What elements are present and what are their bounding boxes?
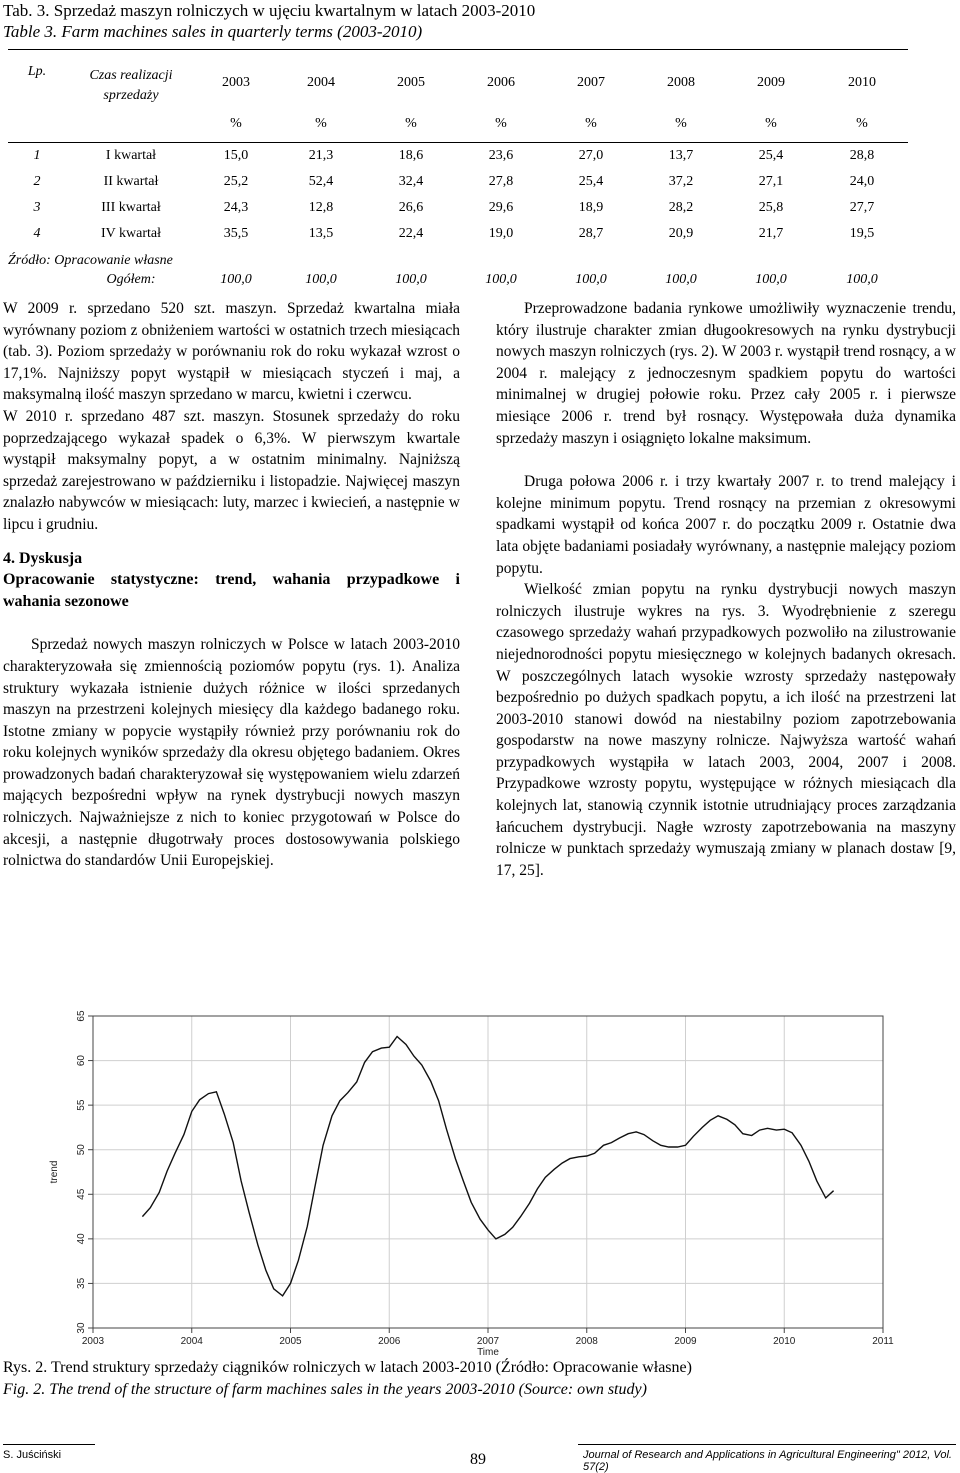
table-cell: 25,2 [223,174,249,189]
x-tick-label: 2009 [674,1336,697,1347]
figure-caption-pl: Rys. 2. Trend struktury sprzedaży ciągników rolniczych w latach 2003-2010 (Źródło: Opracowanie własne) [3,1359,692,1376]
footer-rule-right [578,1444,956,1445]
table-caption-pl: Tab. 3. Sprzedaż maszyn rolniczych w ujęciu kwartalnym w latach 2003-2010 [3,1,536,20]
table-cell: 35,5 [223,226,249,241]
y-tick-label: 45 [76,1188,87,1200]
figure-caption-en: Fig. 2. The trend of the structure of farm machines sales in the years 2003-2010 (Source: own study) [3,1381,647,1398]
table-cell: 25,8 [758,200,784,215]
x-tick-label: 2008 [575,1336,598,1347]
table-cell: 18,6 [398,148,424,163]
row-number: 4 [33,226,41,241]
table-cell: 25,4 [578,174,604,189]
table-cell: 26,6 [398,200,424,215]
year-header: 2009 [726,50,816,117]
table-cell: 27,1 [758,174,784,189]
table-cell: 19,5 [849,226,875,241]
table-cell: 100,0 [366,248,456,289]
row-label: I kwartał [105,148,157,163]
row-label: II kwartał [103,174,159,189]
unit-cell: % [546,116,636,143]
row-number: 2 [33,174,41,189]
year-header: 2004 [276,50,366,117]
year-header: 2005 [366,50,456,117]
paragraph: Przeprowadzone badania rynkowe umożliwiły wyznaczenie trendu, który ilustruje charakter zmian długookresowych na rynku dystrybucji nowych maszyn rolniczych (rys. 2). W 2003 r. wystąpił trend rosnący, a w 2004 r. malejący z jednoczesnym spadkiem popytu do wartości minimalnej w drugiej połowie roku. Przez cały 2005 r. i pierwsze miesiące 2006 r. trend był rosnący. Występowała duża dynamika sprzedaży maszyn i osiągnięto lokalne maksimum. [496,300,956,447]
table-row [8,143,908,170]
x-tick-label: 2006 [378,1336,401,1347]
table-cell: 32,4 [398,174,424,189]
left-column [3,298,460,872]
table-cell: 28,7 [578,226,604,241]
right-column [496,298,956,881]
year-header: 2007 [546,50,636,117]
table-cell: 18,9 [578,200,604,215]
x-tick-label: 2011 [872,1336,894,1347]
footer-author: S. Juściński [3,1449,62,1461]
table-caption-en: Table 3. Farm machines sales in quarterly terms (2003-2010) [3,22,423,41]
table-cell: 19,0 [488,226,514,241]
unit-cell: % [636,116,726,143]
paragraph: W 2009 r. sprzedano 520 szt. maszyn. Sprzedaż kwartalna miała wyrównany poziom z obniżeniem wartości w ostatnich trzech miesiącach (tab. 3). Poziom sprzedaży w porównaniu rok do roku wykazał wzrost o 17,1%. Najniższy popyt wystąpił w miesiącach styczeń i maj, a maksymalną ilość maszyn sprzedano w marcu, kwietni i czerwcu. [3,300,460,404]
table-cell: 13,7 [668,148,694,163]
unit-cell: % [456,116,546,143]
table-cell: 27,8 [488,174,514,189]
footer-journal: Journal of Research and Applications in Agricultural Engineering" 2012, Vol. 57(2) [583,1449,952,1473]
unit-cell: % [276,116,366,143]
year-header: 2003 [196,50,276,117]
row-label: IV kwartał [101,226,161,241]
table-cell: 15,0 [223,148,249,163]
year-header: 2008 [636,50,726,117]
y-tick-label: 30 [76,1322,87,1334]
table-row [8,169,908,195]
x-tick-label: 2005 [279,1336,302,1347]
page-number: 89 [470,1451,486,1468]
table-cell: 13,5 [308,226,334,241]
x-tick-label: 2004 [180,1336,203,1347]
table-cell: 28,2 [668,200,694,215]
subsection-heading: Opracowanie statystyczne: trend, wahania przypadkowe i wahania sezonowe [3,571,460,610]
period-header: Czas realizacji sprzedaży [66,50,196,117]
table-cell: 21,3 [308,148,334,163]
paragraph: W 2010 r. sprzedano 487 szt. maszyn. Stosunek sprzedaży do roku poprzedzającego wykazał spadek o 6,3%. W pierwszym kwartale wystąpił maksymalny popyt, a w ostatnim minimalny. Najniższą sprzedaż zarejestrowano w październiku i listopadzie. Najwięcej maszyn znalazło nabywców w miesiącach: luty, marzec i kwiecień, a następnie w lipcu i grudniu. [3,407,460,533]
table-cell: 100,0 [546,248,636,289]
table-cell: 100,0 [726,248,816,289]
x-tick-label: 2007 [476,1336,500,1347]
x-tick-label: 2003 [81,1336,105,1347]
table-cell: 52,4 [308,174,334,189]
row-number: 3 [33,200,41,215]
table-cell: 27,7 [849,200,875,215]
year-header: 2010 [816,50,908,117]
table-cell: 21,7 [758,226,784,241]
row-label: III kwartał [101,200,161,215]
x-tick-label: 2010 [773,1336,796,1347]
table-cell: 100,0 [196,248,276,289]
table-cell: 25,4 [758,148,784,163]
x-axis-label: Time [477,1347,499,1358]
lp-header: Lp. [8,50,66,117]
y-axis-label: trend [49,1160,60,1184]
paragraph: Sprzedaż nowych maszyn rolniczych w Polsce w latach 2003-2010 charakteryzowała się zmiennością poziomów popytu (rys. 1). Analiza struktury wykazała istnienie dużych różnice w ilości sprzedanych maszyn na przestrzeni kolejnych miesięcy dla każdego badanego roku. Istotne zmiany w popycie wystąpiły również przy porównaniu rok do roku kolejnych wyników sprzedaży dla okresu objętego badaniem. Okres prowadzonych badań charakteryzował się występowaniem wielu zdarzeń mających bezpośredni wpływ na rynek dystrybucji nowych maszyn rolniczych. Najważniejsze z nich to koniec przygotowań w Polsce do akcesji, a następnie długotrwały proces dostosowywania polskiego rolnictwa do standardów Unii Europejskiej. [3,636,460,870]
row-number: 1 [33,148,41,163]
y-tick-label: 60 [76,1055,87,1067]
table-cell: 24,3 [223,200,249,215]
table-cell: 100,0 [816,248,908,289]
table-cell: 37,2 [668,174,694,189]
table-cell: 29,6 [488,200,514,215]
table-cell: 20,9 [668,226,694,241]
table-cell: 100,0 [636,248,726,289]
total-label: Ogółem: [66,248,196,289]
unit-cell: % [816,116,908,143]
table-cell: 24,0 [849,174,875,189]
table-cell: 100,0 [276,248,366,289]
trend-chart [37,1008,921,1358]
table-row [8,195,908,221]
footer-rule-left [3,1444,95,1445]
year-header: 2006 [456,50,546,117]
table-row [8,221,908,248]
unit-cell: % [726,116,816,143]
table-cell: 100,0 [456,248,546,289]
paragraph: Druga połowa 2006 r. i trzy kwartały 2007 r. to trend malejący i kolejne minimum popytu. Trend rosnący na przemian z okresowymi spadkami wystąpił od końca 2007 r. do początku 2009 r. Ostatnie dwa lata objęte badaniami posiadały wyrównany, a następnie malejący poziom popytu. [496,473,956,577]
y-tick-label: 35 [76,1277,87,1289]
y-tick-label: 65 [76,1010,87,1022]
y-tick-label: 40 [76,1233,87,1245]
unit-cell: % [196,116,276,143]
paragraph: Wielkość zmian popytu na rynku dystrybucji nowych maszyn rolniczych ilustruje wykres na rys. 3. Wyodrębnienie z szeregu czasowego sprzedaży wahań przypadkowych pozwoliło na zilustrowanie niejednorodności popytu miesięcznego w kolejnych badanych okresach. W poszczególnych latach wysokie wzrosty sprzedaży następowały bezpośrednio po dużych spadkach popytu, a ich ilość na przestrzeni lat 2003-2010 stanowi dowód na niestabilny poziom zapotrzebowania gospodarstw na nowe maszyny rolnicze. Najwyższa wartość wahań przypadkowych wystąpiła w latach 2003, 2004, 2007 i 2008. Przypadkowe wzrosty popytu, występujące w różnych miesiącach dla kolejnych lat, stanowią czynnik istotnie utrudniający proces zarządzania łańcuchem dystrybucji. Nagłe wzrosty zapotrzebowania na maszyny rolnicze w punktach sprzedaży wymuszają zmiany w planach dostaw [9, 17, 25]. [496,581,956,879]
table-cell: 23,6 [488,148,514,163]
table-cell: 12,8 [308,200,334,215]
table-cell: 28,8 [849,148,875,163]
y-tick-label: 55 [76,1099,87,1111]
table-source: Źródło: Opracowanie własne [8,253,173,268]
unit-cell: % [366,116,456,143]
y-tick-label: 50 [76,1144,87,1156]
section-heading: 4. Dyskusja [3,549,83,567]
table-cell: 22,4 [398,226,424,241]
table-cell: 27,0 [578,148,604,163]
